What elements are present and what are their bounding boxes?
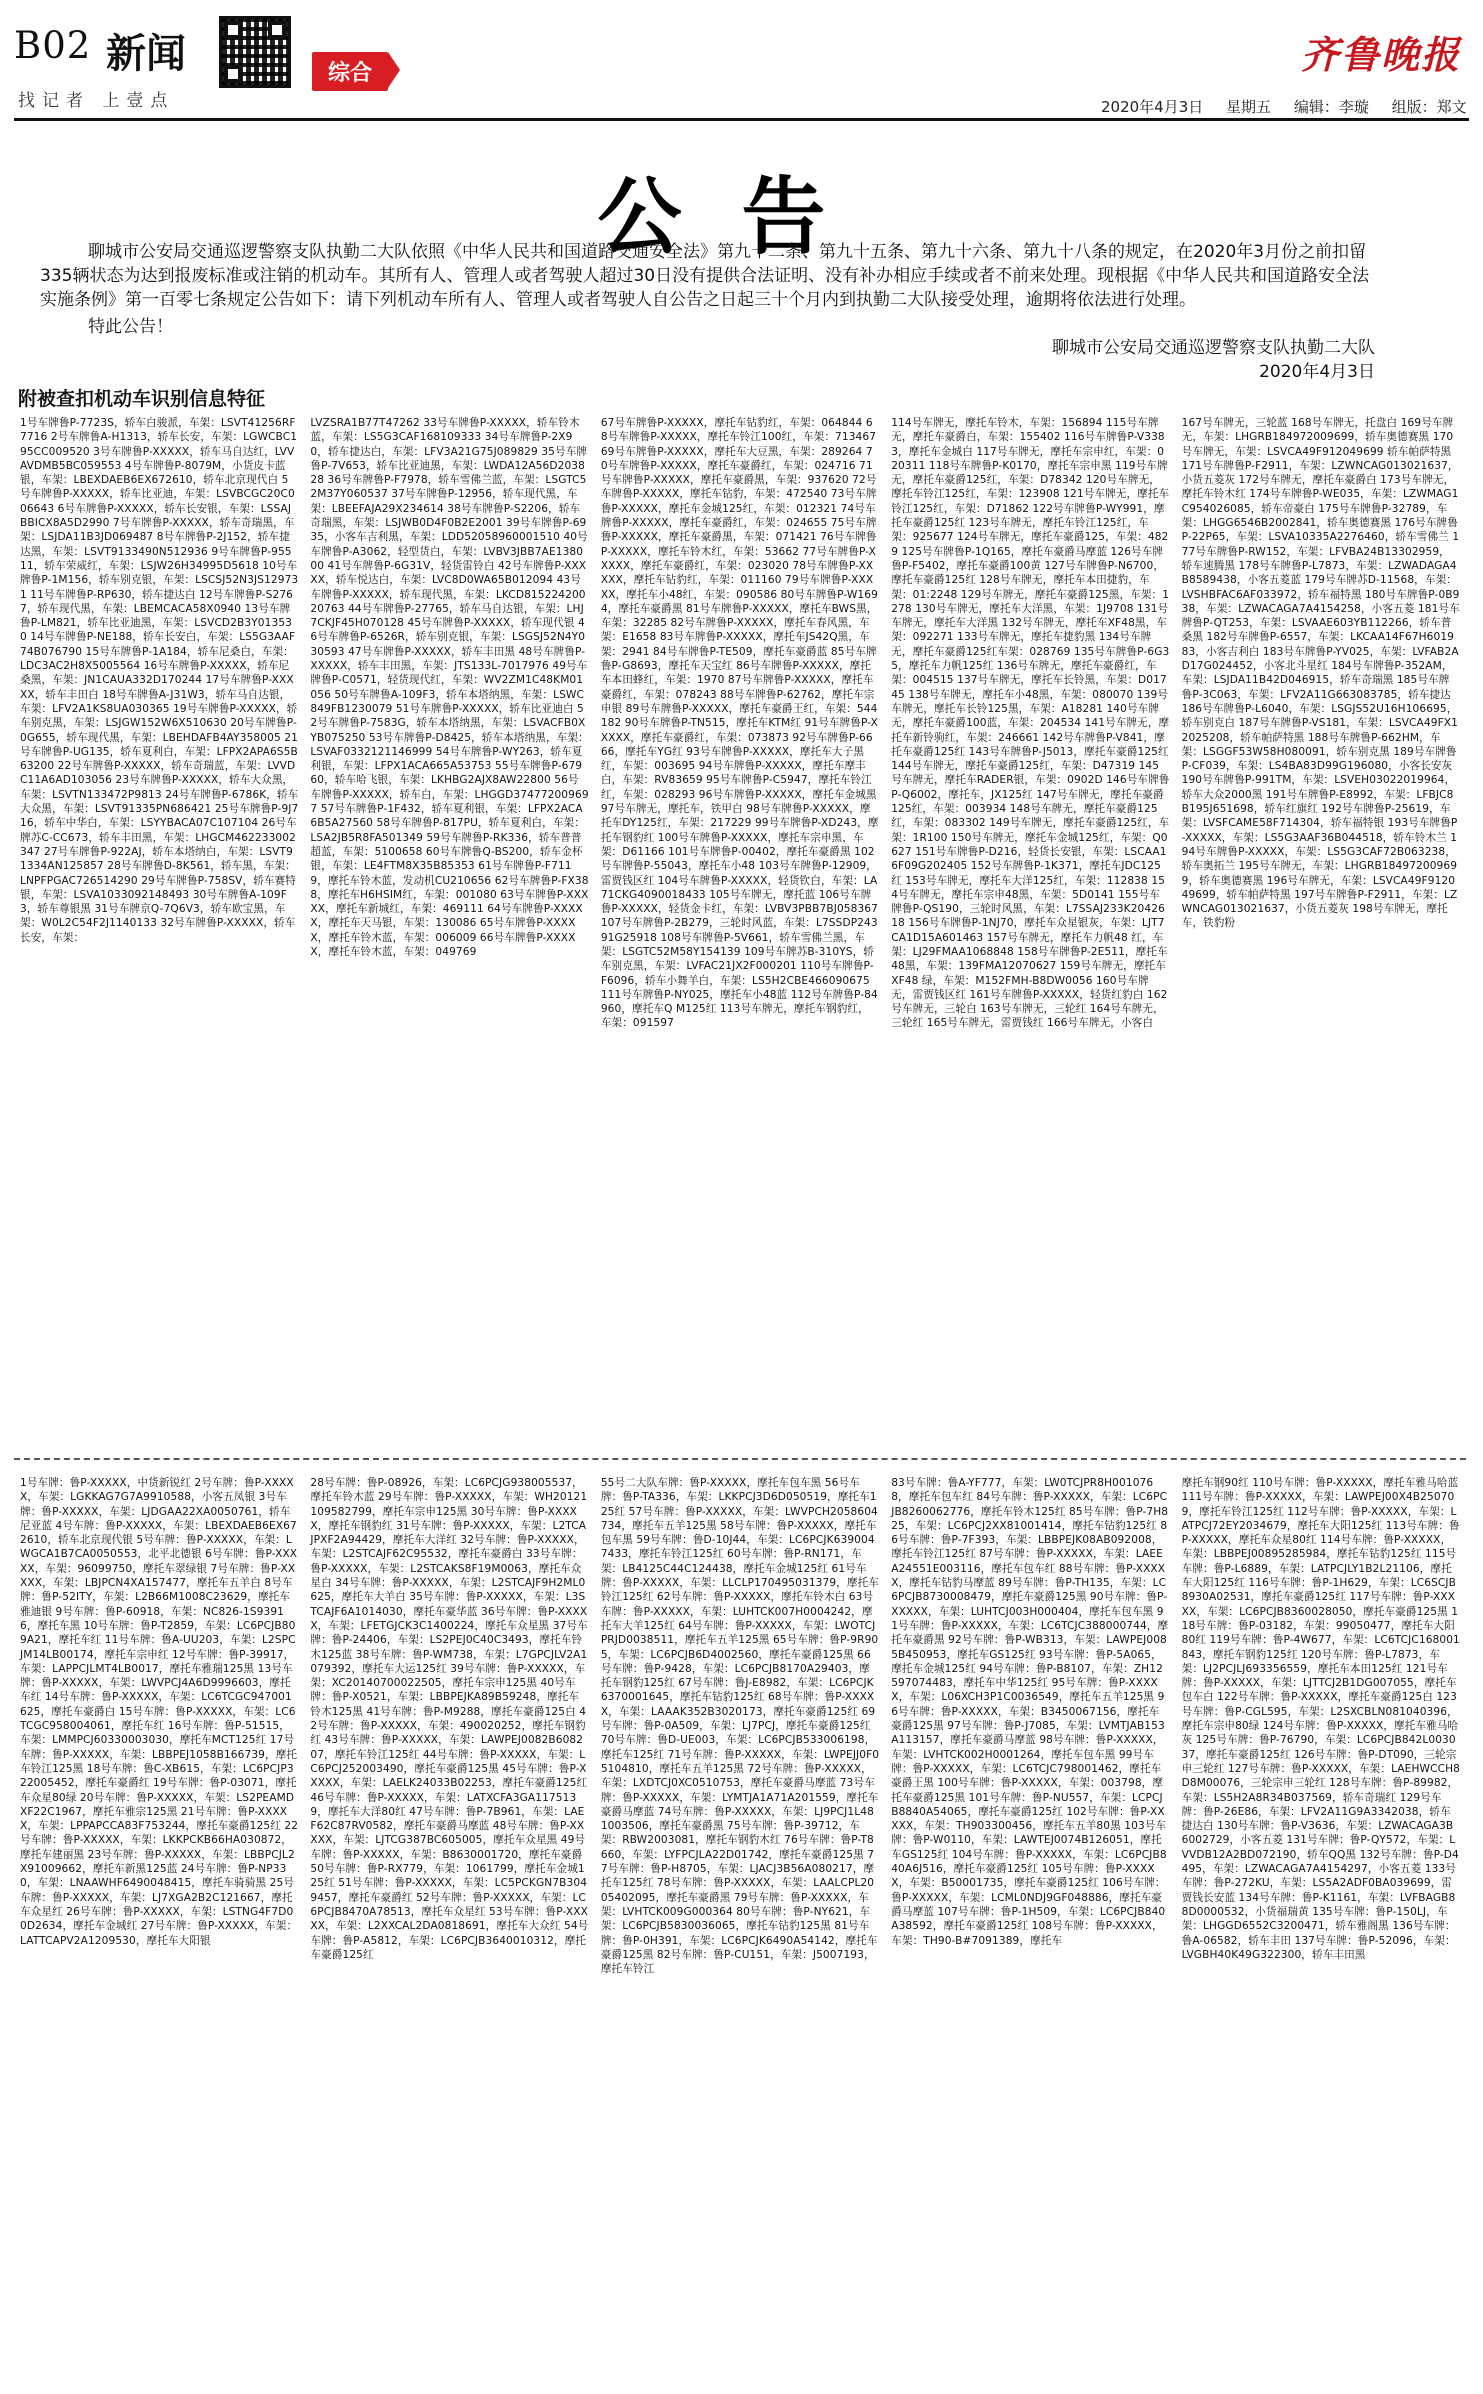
issue-weekday: 星期五 bbox=[1226, 98, 1272, 116]
list-column-text: 114号车牌无，摩托车铃木，车架：156894 115号车牌无，摩托车豪爵白，车架：155402 116号车牌鲁P-V3383，摩托车金城白 117号车牌无，摩托车宗申红，车架：020311 118号车牌鲁P-K0170，摩托车宗申黑 119号车牌无，摩托车豪爵125红，车架：D78342 120号车牌无，摩托车铃江125红，车架：123908 121号车牌无，摩托车铃江125红，车架：D71862 122号车牌鲁P-WY991，摩托车豪爵125红 123号车牌无，摩托车铃江125红，车架：925677 124号车牌无，摩托车豪爵125，车架：4829 125号车牌鲁P-1Q165，摩托车豪爵马摩蓝 126号车牌鲁P-F5402，摩托车豪爵100黄 127号车牌鲁P-N6700，摩托车豪爵125红 128号车牌无，摩托车本田捷豹，车架：01:2248 129号车牌无，摩托车豪爵125黑，车架：1278 130号车牌无，摩托车大洋黑，车架：1J9708 131号车牌无，摩托车大洋黑 132号车牌无，摩托车XF48黑，车架：092271 133号车牌无，摩托车捷豹黑 134号车牌无，摩托车豪爵125红车架：028769 135号车牌鲁P-6G35，摩托车力帆125红 136号车牌无，摩托车豪爵红，车架：004515 137号车牌无，摩托车长铃黑，车架：D01745 138号车牌无，摩托车小48黑，车架：080070 139号车牌无，摩托车长铃125黑，车架：A18281 140号车牌无，摩托车豪爵100蓝，车架：204534 141号车牌无，摩托车新铃驹红，车架：246661 142号车牌鲁P-V841，摩托车豪爵125红 143号车牌鲁P-J5013，摩托车豪爵125红 144号车牌无，摩托车豪爵125红，车架：D47319 145号车牌无，摩托车RADER银，车架：0902D 146号车牌鲁P-Q6002，摩托车，JX125红 147号车牌无，摩托车豪爵125红，车架：003934 148号车牌无，摩托车豪爵125红，车架：083302 149号车牌无，摩托车豪爵125红，车架：1R100 150号车牌无，摩托车金城125红，车架：Q0627 151号车牌鲁P-D216，轻货长安银，车架：LSCAA16F09G202405 152号车牌鲁P-1K371，摩托车JDC125红 153号车牌无，摩托车大洋125红，车架：112838 154号车牌无，摩托车宗申48黑，车架：5D0141 155号车牌鲁P-QS190，三轮时风黑，车架：L7SSAJ233K2042618 156号车牌鲁P-1NJ70，摩托车众星银灰，车架：LJT7CA1D15A601463 157号车牌无，摩托车力帆48 红，车架：LJ29FMAA1068848 158号车牌鲁P-2E511，摩托车48黑，车架：139FMA12070627 159号车牌无，摩托车XF48 绿，车架：M152FMH-B8DW0056 160号车牌无，雷贾钱区红 161号车牌鲁P-XXXXX，轻货红豹白 162号车牌无，三轮白 163号车牌无，三轮红 164号车牌无，三轮红 165号车牌无，雷贾钱红 166号车牌无，小客白 bbox=[891, 417, 1170, 1030]
list-column-text: 摩托车钢90红 110号车牌：鲁P-XXXXX，摩托车雅马哈蓝 111号车牌：鲁P-XXXXX，车架：LAWPEJ00X4B250709，摩托车铃江125红 112号车牌：鲁P-XXXXX，车架：LATPCJ72EY2034679，摩托车大阳125红 113号车牌：鲁P-XXXXX，摩托车众星80红 114号车牌：鲁P-XXXXX，车架：LBBPEJ00895285984，摩托车钻豹125红 115号车牌：鲁P-L6889，车架：LATPCJLY1B2L21106，摩托车大阳125红 116号车牌：鲁P-1H629，车架：LC6SCJB8930A02531，摩托车豪爵125红 117号车牌：鲁P-XXXXX，车架：LC6PCJB8360028050，摩托车豪爵125黑 118号车牌：鲁P-03182，车架：99050477，摩托车大阳80红 119号车牌：鲁P-4W677，车架：LC6TCJC168001843，摩托车钢豹125红 120号车牌：鲁P-L7873，车架：LJ2PCJLJ693356559，摩托车本田125红 121号车牌：鲁P-XXXXX，车架：LJTTCJ2B1DG007055，摩托车包车白 122号车牌：鲁P-XXXXX，摩托车豪爵125白 123号车牌：鲁P-CGL595，车架：L2SXCBLN081040396，摩托车宗申80绿 124号车牌：鲁P-XXXXX，摩托车雅马哈灰 125号车牌：鲁P-76790，车架：LC6PCJB842L003037，摩托车豪爵125红 126号车牌：鲁P-DT090，三轮宗申三轮红 127号车牌：鲁P-XXXXX，车架：LAEHWCCH8D8M00076，三轮宗申三轮红 128号车牌：鲁P-89982，车架：LS5H2A8R34B037569，轿车奇瑞红 129号车牌：鲁P-26E86，车架：LFV2A11G9A3342038，轿车捷达白 130号车牌：鲁P-V3636，车架：LZWACAGA3B6002729，小客五菱 131号车牌：鲁P-QY572，车架：LVVDB12A2BD072190，轿车QQ黑 132号车牌：鲁P-D4495，车架：LZWACAGA7A4154297，小客五菱 133号车牌：鲁P-272KU，车架：LS5A2ADF0BA039699，雷贾钱长安蓝 134号车牌：鲁P-K1161，车架：LVFBAGB88D0000532，小货福瑞黄 135号车牌：鲁P-150LJ，车架：LHGGD6552C3200471，轿车雅阁黑 136号车牌：鲁A-06582，轿车丰田 137号车牌：鲁P-52096，车架：LVGBH40K49G322300，轿车丰田黑 bbox=[1181, 1477, 1460, 1961]
list-column-text: LVZSRA1B77T47262 33号车牌鲁P-XXXXX，轿车铃木蓝，车架：LS5G3CAF168109333 34号车牌鲁P-2X90，轿车捷达白，车架：LFV3A21G75J089829 35号车牌鲁P-7V653，轿车比亚迪黑，车架：LWDA12A56D203828 36号车牌鲁P-F7978，轿车雪佛兰蓝，车架：LSGTC52M37Y060537 37号车牌鲁P-12956，轿车现代黑，车架：LBEEFAJA29X234614 38号车牌鲁P-S2206，轿车奇瑞黑，车架：LSJWB0D4F0B2E2001 39号车牌鲁P-6935，小客车吉利黑，车架：LDD52058960001510 40号车牌鲁P-A3062，轻型货白，车架：LVBV3JBB7AE138000 41号车牌鲁P-6G31V，轻货雷铃白 42号车牌鲁P-XXXXX，轿车悦达白，车架：LVC8D0WA65B012094 43号车牌鲁P-XXXXX，轿车现代黑，车架：LKCD81522420020763 44号车牌鲁P-27765，轿车马自达银，车架：LHJ7CKJF45H070128 45号车牌鲁P-XXXXX，轿车现代银 46号车牌鲁P-6526R，轿车别克银，车架：LSGSJ52N4Y030593 47号车牌鲁P-XXXXX，轿车丰田黑 48号车牌鲁P-XXXXX，轿车丰田黑，车架：JTS133L-7017976 49号车牌鲁P-C0571，轻货现代红，车架：WV2ZM1C48KM01056 50号车牌鲁A-109F3，轿车本塔纳黑，车架：LSWC849FB1230079 51号车牌鲁P-XXXXX，轿车比亚迪白 52号车牌鲁P-7583G，轿车本塔纳黑，车架：LSVACFB0XYB075250 53号车牌鲁P-D8425，轿车本塔纳黑，车架：LSVAF0332121146999 54号车牌鲁P-WY263，轿车夏利银，车架：LFPX1ACA665A53753 55号车牌鲁P-67960，轿车哈飞银，车架：LKHBG2AJX8AW22800 56号车牌鲁P-XXXXX，轿车白，车架：LHGGD374772009697 57号车牌鲁P-1F432，轿车夏利银，车架：LFPX2ACA6B5A27560 58号车牌鲁P-817PU，轿车夏利白，车架：LSA2JB5R8FA501349 59号车牌鲁P-RK336，轿车普普超蓝，车架：5100658 60号车牌鲁Q-BS200，轿车金杯银，车架：LE4FTM8X35B85353 61号车牌鲁P-F7119，摩托车铃木蓝，发动机CU210656 62号车牌鲁P-FX388，摩托车H6HSIM红，车架：001080 63号车牌鲁P-XXXXX，摩托车新城红，车架：469111 64号车牌鲁P-XXXXX，摩托车天马银，车架：130086 65号车牌鲁P-XXXXX，摩托车铃木蓝，车架：006009 66号车牌鲁P-XXXXX，摩托车铃木蓝，车架：049769 bbox=[310, 417, 589, 958]
masthead bbox=[14, 10, 1469, 116]
section-divider bbox=[14, 1458, 1466, 1460]
section-subline: 找记者 上壹点 bbox=[18, 91, 175, 111]
list-column bbox=[885, 1476, 1175, 2386]
issue-meta bbox=[1101, 96, 1483, 117]
list-column bbox=[1176, 416, 1466, 1446]
layout-credit: 组版：郑文 bbox=[1391, 98, 1467, 116]
list-column-text: 67号车牌鲁P-XXXXX，摩托车钻豹红，车架：064844 68号车牌鲁P-XXXXX，摩托车铃江100红，车架：713467 69号车牌鲁P-XXXXX，摩托车大豆黑，车架：289264 70号车牌鲁P-XXXXX，摩托车豪爵红，车架：024716 71号车牌鲁P-XXXXX，摩托车豪爵黑，车架：937620 72号车牌鲁P-XXXXX，摩托车钻豹，车架：472540 73号车牌鲁P-XXXXX，摩托车金城125红，车架：012321 74号车牌鲁P-XXXXX，摩托车豪爵红，车架：024655 75号车牌鲁P-XXXXX，摩托车豪爵黑，车架：071421 76号车牌鲁P-XXXXX，摩托车铃木红，车架：53662 77号车牌鲁P-XXXXX，摩托车豪爵红，车架：023020 78号车牌鲁P-XXXXX，摩托车钻豹红，车架：011160 79号车牌鲁P-XXXXX，摩托车小48红，车架：090586 80号车牌鲁P-W1694，摩托车豪爵黑 81号车牌鲁P-XXXXX，摩托车BWS黑，车架：32285 82号车牌鲁P-XXXXX，摩托车春风黑，车架：E1658 83号车牌鲁P-XXXXX，摩托车JS42Q黑，车架：2941 84号车牌鲁P-TE509，摩托车豪爵蓝 85号车牌鲁P-G8693，摩托车天宝红 86号车牌鲁P-XXXXX，摩托车本田蜂红，车架：1970 87号车牌鲁P-XXXXX，摩托车豪爵红，车架：078243 88号车牌鲁P-62762，摩托车宗申银 89号车牌鲁P-XXXXX，摩托车豪爵王红，车架：544182 90号车牌鲁P-TN515，摩托车KTM红 91号车牌鲁P-XXXXX，摩托车豪爵红，车架：073873 92号车牌鲁P-6666，摩托车YG红 93号车牌鲁P-XXXXX，摩托车大子黑红，车架：003695 94号车牌鲁P-XXXXX，摩托车摩丰白，车架：RV83659 95号车牌鲁P-C5947，摩托车铃江红，车架：028293 96号车牌鲁P-XXXXX，摩托车金城黑 97号车牌无，摩托车，铁甲白 98号车牌鲁P-XXXXX，摩托车DY125红，车架：217229 99号车牌鲁P-XD243，摩托车钢豹红 100号车牌鲁P-XXXXX，摩托车宗申黑，车架：D61166 101号车牌鲁P-00402，摩托车豪爵黑 102号车牌鲁P-55043，摩托车小48 103号车牌鲁P-12909，雷贾钱区红 104号车牌鲁P-XXXXX，轻货钦白，车架：LA71CKG4090018433 105号车牌无，摩托蓝 106号车牌鲁P-XXXXX，轻货金卡红，车架：LVBV3PBB7BJ058367 107号车牌鲁P-2B279，三轮时风蓝，车架：L7SSDP24391G25918 108号车牌鲁P-5V661，轿车雪佛兰黑，车架：LSGTC52M58Y154139 109号车牌苏B-310YS，轿车别克黑，车架：LVFAC21JX2F000201 110号车牌鲁P-F6096，轿车小舞羊白，车架：LS5H2CBE466090675 111号车牌鲁P-NY025，摩托车小48蓝 112号车牌鲁P-84960，摩托车Q M125红 113号车牌无，摩托车钢豹红，车架：091597 bbox=[600, 417, 879, 1030]
list-column bbox=[1176, 1476, 1466, 2386]
list-column-text: 1号车牌鲁P-7723S，轿车白骏派，车架：LSVT41256RF7716 2号车牌鲁A-H1313，轿车长安，车架：LGWCBC195CC009520 3号车牌鲁P-XXXXX，轿车马自达红，LVVAVDMB5BC059553 4号车牌鲁P-8079M，小货皮卡蓝银，车架：LBEXDAEB6EX672610，轿车北京现代白 5号车牌鲁P-XXXXX，轿车比亚迪，车架：LSVBCGC20C006643 6号车牌鲁P-XXXXX，轿车长安银，车架：LSSAJBBICX8A5D2990 7号车牌鲁P-XXXXX，轿车奇瑞黑，车架：LSJDA11B3JD069487 8号车牌鲁P-2J152，轿车捷达黑，车架：LSVT9133490N512936 9号车牌鲁P-95511，轿车荣威红，车架：LSJW26H34995D5618 10号车牌鲁P-1M156，轿车别克银，车架：LSCSJ52N3JS129731 11号车牌鲁P-RP630，轿车捷达白 12号车牌鲁P-S2767，轿车现代黑，车架：LBEMCACA58X0940 13号车牌鲁P-LM821，轿车比亚迪黑，车架：LSVCD2B3Y013530 14号车牌鲁P-NE188，轿车长安白，车架：LS5G3AAF74B076790 15号车牌鲁P-1A184，轿车尼桑白，车架：LDC3AC2H8X5005564 16号车牌鲁P-XXXXX，轿车尼桑黑，车架：JN1CAUA332D170244 17号车牌鲁P-XXXXX，轿车丰田白 18号车牌鲁A-J31W3，轿车马自达银，车架：LFV2A1KS8UA030365 19号车牌鲁P-XXXXX，轿车别克黑，车架：LSJGW152W6X510630 20号车牌鲁P-0G655，轿车现代黑，车架：LBEHDAFB4AY358005 21号车牌鲁P-UG135，轿车夏利白，车架：LFPX2APA6S5B63200 22号车牌鲁P-XXXXX，轿车奇瑞蓝，车架：LVVDC11A6AD103056 23号车牌鲁P-XXXXX，轿车大众黑，车架：LSVTN133472P9813 24号车牌鲁P-6786K，轿车大众黑，车架：LSVT91335PN686421 25号车牌鲁P-9J716，轿车中华白，车架：LSYYBACA07C107104 26号车牌苏C-CC673，轿车丰田黑，车架：LHGCM462233002347 27号车牌鲁P-922AJ，轿车本塔纳白，车架：LSVT91334AN125857 28号车牌鲁D-8K561，轿车黑，车架：LNPFPGAC726514290 29号车牌鲁P-758SV，轿车赛特银，车架：LSVA1033092148493 30号车牌鲁A-109F3，轿车尊银黑 31号车牌京Q-7Q6V3，轿车欧宝黑，车架：W0L2C54F2J1140133 32号车牌鲁P-XXXXX，轿车长安，车架： bbox=[20, 417, 299, 944]
page-code: B02 bbox=[14, 24, 92, 67]
notice-body: 聊城市公安局交通巡逻警察支队执勤二大队依照《中华人民共和国道路交通安全法》第九十二条、第九十五条、第九十六条、第九十八条的规定，在2020年3月份之前扣留335辆状态为达到报废标准或注销的机动车。其所有人、管理人或者驾驶人超过30日没有提供合法证明、没有补办相应手续或者不前来处理。现根据《中华人民共和国道路安全法实施条例》第一百零七条规定公告如下：请下列机动车所有人、管理人或者驾驶人自公告之日起三十个月内到执勤二大队接受处理，逾期将依法进行处理。 bbox=[40, 242, 1370, 310]
list-title: 附被查扣机动车识别信息特征 bbox=[18, 388, 266, 410]
list-column-text: 28号车牌：鲁P-08926，车架：LC6PCJG938005537，摩托车铃木蓝 29号车牌：鲁P-XXXXX，车架：WH20121109582799，摩托车宗申125黑 30号车牌：鲁P-XXXXX，摩托车钢豹红 31号车牌：鲁P-XXXXX，车架：L2TCAJPXF2A94429，摩托车大洋红 32号车牌：鲁P-XXXXX，车架：L2STCAJF62C95532，摩托车豪爵白 33号车牌：鲁P-XXXXX，车架：L2STCAKS8F19M0063，摩托车众星白 34号车牌：鲁P-XXXXX，车架：L2STCAJF9H2ML0625，摩托车大羊白 35号车牌：鲁P-XXXXX，车架：L3STCAJF6A1014030，摩托车豪华蓝 36号车牌：鲁P-XXXXX，车架：LFETGJCK3C1400224，摩托车众星黑 37号车牌：鲁P-24406，车架：LS2PEJ0C40C3493，摩托车铃木125蓝 38号车牌：鲁P-WM738，车架：L7GPCJLV2A1079392，摩托车大运125红 39号车牌：鲁P-XXXXX，车架：XC20140700022505，摩托车宗申125黑 40号车牌：鲁P-X0521，车架：LBBPEJKA89B59248，摩托车铃木125黑 41号车牌：鲁P-M9288，摩托车豪爵125白 42号车牌：鲁P-XXXXX，车架：490020252，摩托车钢豹红 43号车牌：鲁P-XXXXX，车架：LAWPEJ0082B608207，摩托车铃江125红 44号车牌：鲁P-XXXXX，车架：LC6PCJ252003490，摩托车豪爵125黑 45号车牌：鲁P-XXXXX，车架：LAELK24033B02253，摩托车豪爵125红 46号车牌：鲁P-XXXXX，车架：LATXCFA3GA1175139，摩托车大洋80红 47号车牌：鲁P-7B961，车架：LAEF62C87RV0582，摩托车豪爵马摩蓝 48号车牌：鲁P-XXXXX，车架：LJTCG387BC605005，摩托车众星黑 49号车牌：鲁P-XXXXX，车架：B8630001720，摩托车豪爵 50号车牌：鲁P-RX779，车架：1061799，摩托车金城125红 51号车牌：鲁P-XXXXX，车架：LC5PCKGN7B3049457，摩托车豪爵红 52号车牌：鲁P-XXXXX，车架：LC6PCJB8470A78513，摩托车众星红 53号车牌：鲁P-XXXXX，车架：L2XXCAL2DA0818691，摩托车大众红 54号车牌：鲁P-A5812，车架：LC6PCJB3640010312，摩托车豪爵125红 bbox=[310, 1477, 589, 1961]
section-name: 新闻 bbox=[106, 30, 186, 77]
vehicle-list-bottom bbox=[14, 1476, 1466, 2386]
page-title: 公告 bbox=[597, 167, 886, 266]
list-column bbox=[595, 416, 885, 1446]
header-rule bbox=[14, 118, 1469, 121]
list-column-text: 55号二大队车牌：鲁P-XXXXX，摩托车包车黑 56号车牌：鲁P-TA336，车架：LKKPCJ3D6D050519，摩托车125红 57号车牌：鲁P-XXXXX，车架：LWVPCH2058604734，摩托车五羊125黑 58号车牌：鲁P-XXXXX，摩托车包车黑 59号车牌：鲁D-10J44，车架：LC6PCJK6390047433，摩托车铃江125红 60号车牌：鲁P-RN171，车架：LB4125C44C124438，摩托车金城125红 61号车牌：鲁P-XXXXX，车架：LLCLP170495031379，摩托车铃江125红 62号车牌：鲁P-XXXXX，摩托车铃木白 63号车牌：鲁P-XXXXX，车架：LUHTCK007H0004242，摩托车大羊125红 64号车牌：鲁P-XXXXX，车架：LWOTCJPRJD0038511，摩托车五羊125黑 65号车牌：鲁P-9R905，车架：LC6PCJB6D4002560，摩托车豪爵125黑 66号车牌：鲁P-9428，车架：LC6PCJB8170A29403，摩托车钢豹125红 67号车牌：鲁J-E8982，车架：LC6PCJK6370001645，摩托车钻豹125红 68号车牌：鲁P-XXXXX，车架：LAAAK352B3020173，摩托车豪爵125红 69号车牌：鲁P-0A509，车架：LJ7PCJ，摩托车豪爵125红 70号车牌：鲁D-UE003，车架：LC6PCJB533006198，摩托车125红 71号车牌：鲁P-XXXXX，车架：LWPEJJ0F05104810，摩托车五羊125黑 72号车牌：鲁P-XXXXX，车架：LXDTCJ0XC0510753，摩托车豪爵马摩蓝 73号车牌：鲁P-XXXXX，车架：LYMTJA1A71A201559，摩托车豪爵马摩蓝 74号车牌：鲁P-XXXXX，车架：LJ9PCJ1L481003506，摩托车豪爵黑 75号车牌：鲁P-39712，车架：RBW2003081，摩托车钢豹木红 76号车牌：鲁P-T8660，车架：LYFPCJLA22D01742，摩托车豪爵125黑 77号车牌：鲁P-H8705，车架：LJACJ3B56A080217，摩托车125红 78号车牌：鲁P-XXXXX，车架：LAALCPL2005402095，摩托车豪爵黑 79号车牌：鲁P-XXXXX，车架：LVHTCK009G000364 80号车牌：鲁P-NY621，车架：LC6PCJB5830036065，摩托车钻豹125黑 81号车牌：鲁P-0H391，车架：LC6PCJK6490A54142，摩托车豪爵125黑 82号车牌：鲁P-CU151，车架：J5007193，摩托车铃江 bbox=[600, 1477, 880, 1976]
editor: 编辑：李璇 bbox=[1293, 98, 1369, 116]
vehicle-list-top bbox=[14, 416, 1466, 1446]
signer-name: 聊城市公安局交通巡逻警察支队执勤二大队 bbox=[1052, 338, 1375, 358]
list-column bbox=[304, 416, 594, 1446]
list-column bbox=[885, 416, 1175, 1446]
list-column bbox=[14, 1476, 304, 2386]
list-column bbox=[14, 416, 304, 1446]
signer-date: 2020年4月3日 bbox=[1259, 362, 1375, 382]
list-column-text: 167号车牌无，三轮蓝 168号车牌无，托盘白 169号车牌无，车架：LHGRB184972009699，轿车奥德赛黑 170号车牌无，车架：LSVCA49F912049699 轿车帕萨特黑 171号车牌鲁P-F2911，车架：LZWNCAG013021637，小货五菱灰 172号车牌无，摩托车豪爵白 173号车牌无，摩托车铃木红 174号车牌鲁P-WE035，车架：LZWMAG1C954026085，轿车帝豪白 175号车牌鲁P-32789，车架：LHGG6546B2002841，轿车奥德赛黑 176号车牌鲁P-22P65，车架：LSVA10335A2276460，轿车雪佛兰 177号车牌鲁P-RW152，车架：LFVBA24B13302959，轿车速腾黑 178号车牌鲁P-L7873，车架：LZWADAGA4B8589438，小客五菱蓝 179号车牌苏D-11568，车架：LVSHBFAC6AF033972，轿车福特黑 180号车牌鲁P-0B938，车架：LZWACAGA7A4154258，小客五菱 181号车牌鲁P-QT253，车架：LSVAAE603YB112266，轿车普桑黑 182号车牌鲁P-6557，车架：LKCAA14F67H601983，小客吉利白 183号车牌鲁P-YV025，车架：LVFAB2AD17G024452，小客北斗星红 184号车牌鲁P-352AM，车架：LSJDA11B42D046915，轿车奇瑞黑 185号车牌鲁P-3C063，车架：LFV2A11G663083785，轿车捷达 186号车牌鲁P-L6040，车架：LSGJS52U16H106695，轿车别克白 187号车牌鲁P-VS181，车架：LSVCA49FX12025208，轿车帕萨特黑 188号车牌鲁P-662HM，车架：LSGGF53W58H080091，轿车别克黑 189号车牌鲁P-CF039，车架：LS4BA83D99G196080，小客长安灰 190号车牌鲁P-991TM，车架：LSVEH03022019964，轿车大众2000黑 191号车牌鲁P-E8992，车架：LFBJC8B195J651698，轿车红旗红 192号车牌鲁P-25619，车架：LVSFCAME58F714304，轿车福特银 193号车牌鲁P-XXXXX，车架：LS5G3AAF36B044518，轿车铃木兰 194号车牌鲁P-XXXXX，车架：LS5G3CAF72B063238，轿车奥拓兰 195号车牌无，车架：LHGRB184972009699，轿车奥德赛黑 196号车牌无，车架：LSVCA49F912049699，轿车帕萨特黑 197号车牌鲁P-F2911，车架：LZWNCAG013021637，小货五菱灰 198号车牌无，摩托车，铁豹粉 bbox=[1181, 417, 1460, 930]
notice-closing: 特此公告！ bbox=[88, 317, 173, 337]
list-column bbox=[595, 1476, 885, 2386]
notice-signer bbox=[1052, 336, 1375, 384]
qr-code-icon bbox=[219, 16, 291, 88]
list-column bbox=[304, 1476, 594, 2386]
list-column-text: 1号车牌：鲁P-XXXXX，中货新锐红 2号车牌：鲁P-XXXXX，车架：LGKKAG7G7A9910588，小客五凤银 3号车牌：鲁P-XXXXX，车架：LJDGAA22XA0050761，轿车尼亚蓝 4号车牌：鲁P-XXXXX，车架：LBEXDAEB6EX672610，轿车北京现代银 5号车牌：鲁P-XXXXX，车架：LWGCA1B7CA0050553，北平北德银 6号车牌：鲁P-XXXXX，车架：96099750，摩托车翠绿银 7号车牌：鲁P-XXXXX，车架：LBJPCN4XA157477，摩托车五羊白 8号车牌：鲁P-52ITY，车架：L2B66M1008C23629，摩托车雅迪银 9号车牌：鲁P-60918，车架：NC826-1S93916，摩托车黑 10号车牌：鲁P-T2859，车架：LC6PCJB809A21，摩托车红 11号车牌：鲁A-UU203，车架：L2SPCJM14LB00174，摩托车宗申红 12号车牌：鲁P-39917，车架：LAPPCJLMT4LB0017，摩托车雅瑞125黑 13号车牌：鲁P-XXXXX，车架：LWVPCJ4A6D9996603，摩托车红 14号车牌：鲁P-XXXXX，车架：LC6TCGC947001625，摩托车豪爵白 15号车牌：鲁P-XXXXX，车架：LC6TCGC958004061，摩托车红 16号车牌：鲁P-51515，车架：LMMPCJ60330003030，摩托车MCT125红 17号车牌：鲁P-XXXXX，车架：LBBPEJ1058B166739，摩托车铃江125黑 18号车牌：鲁C-XB615，车架：LC6PCJP322005452，摩托车豪爵红 19号车牌：鲁P-03071，摩托车众星80绿 20号车牌：鲁P-XXXXX，车架：LS2PEAMDXF22C1967，摩托车雅宗125黑 21号车牌：鲁P-XXXXX，车架：LPPAPCCA83F753244，摩托车豪爵125红 22号车牌：鲁P-XXXXX，车架：LKKPCKB66HA030872，摩托车建丽黑 23号车牌：鲁P-XXXXX，车架：LBBPCJL2X91009662，摩托车新黑125蓝 24号车牌：鲁P-NP330，车架：LNAAWHF6490048415，摩托车骑骑黑 25号车牌：鲁P-XXXXX，车架：LJ7XGA2B2C121667，摩托车众星红 26号车牌：鲁P-XXXXX，车架：LSTNG4F7D00D2634，摩托车金城红 27号车牌：鲁P-XXXXX，车架：LATTCAPV2A1209530，摩托车大阳银 bbox=[20, 1477, 299, 1947]
section-tag: 综合 bbox=[312, 52, 388, 91]
list-column-text: 83号车牌：鲁A-YF777，车架：LW0TCJPR8H0010768，摩托车包车红 84号车牌：鲁P-XXXXX，车架：LC6PCJB8260062776，摩托车铃木125红 85号车牌：鲁P-7H825，车架：LC6PCJ2XX81001414，摩托车钻豹125红 86号车牌：鲁P-7F393，车架：LBBPEJK08AB092008，摩托车铃江125红 87号车牌：鲁P-XXXXX，车架：LAEEA24551E003116，摩托车包车红 88号车牌：鲁P-XXXXX，摩托车钻豹马摩蓝 89号车牌：鲁P-TH135，车架：LC6PCJB8730008479，摩托车豪爵125黑 90号车牌：鲁P-XXXXX，车架：LUHTCJ003H000404，摩托车包车黑 91号车牌：鲁P-XXXXX，车架：LC6TCJC388000744，摩托车豪爵黑 92号车牌：鲁P-WB313，车架：LAWPEJ0085B450953，摩托车GS125红 93号车牌：鲁P-5A065，摩托车金城125红 94号车牌：鲁P-B8107，车架：ZH12597074483，摩托车中华125红 95号车牌：鲁P-XXXXX，车架：L06XCH3P1C0036549，摩托车五羊125黑 96号车牌：鲁P-XXXXX，车架：B3450067156，摩托车豪爵125黑 97号车牌：鲁P-J7085，车架：LVMTJAB153A113157，摩托车豪爵马摩蓝 98号车牌：鲁P-XXXXX，车架：LVHTCK002H0001264，摩托车包车黑 99号车牌：鲁P-XXXXX，车架：LC6TCJC798001462，摩托车豪爵王黑 100号车牌：鲁P-XXXXX，车架：003798，摩托车豪爵125黑 101号车牌：鲁P-NU557，车架：LCPCJB8840A54065，摩托车豪爵125红 102号车牌：鲁P-XXXXX，车架：TH903300456，摩托车五羊80黑 103号车牌：鲁P-W0110，车架：LAWTEJ0074B126051，摩托车GS125红 104号车牌：鲁P-XXXXX，车架：LC6PCJB840A6J516，摩托车豪爵125红 105号车牌：鲁P-XXXXX，车架：B50001735，摩托车豪爵125红 106号车牌：鲁P-XXXXX，车架：LCML0NDJ9GF048886，摩托车豪爵马摩蓝 107号车牌：鲁P-1H509，车架：LC6PCJB840A38592，摩托车豪爵125红 108号车牌：鲁P-XXXXX，车架：TH90-B#7091389，摩托车 bbox=[891, 1477, 1169, 1947]
issue-date: 2020年4月3日 bbox=[1101, 98, 1204, 116]
newspaper-logo: 齐鲁晚报 bbox=[1300, 32, 1461, 77]
